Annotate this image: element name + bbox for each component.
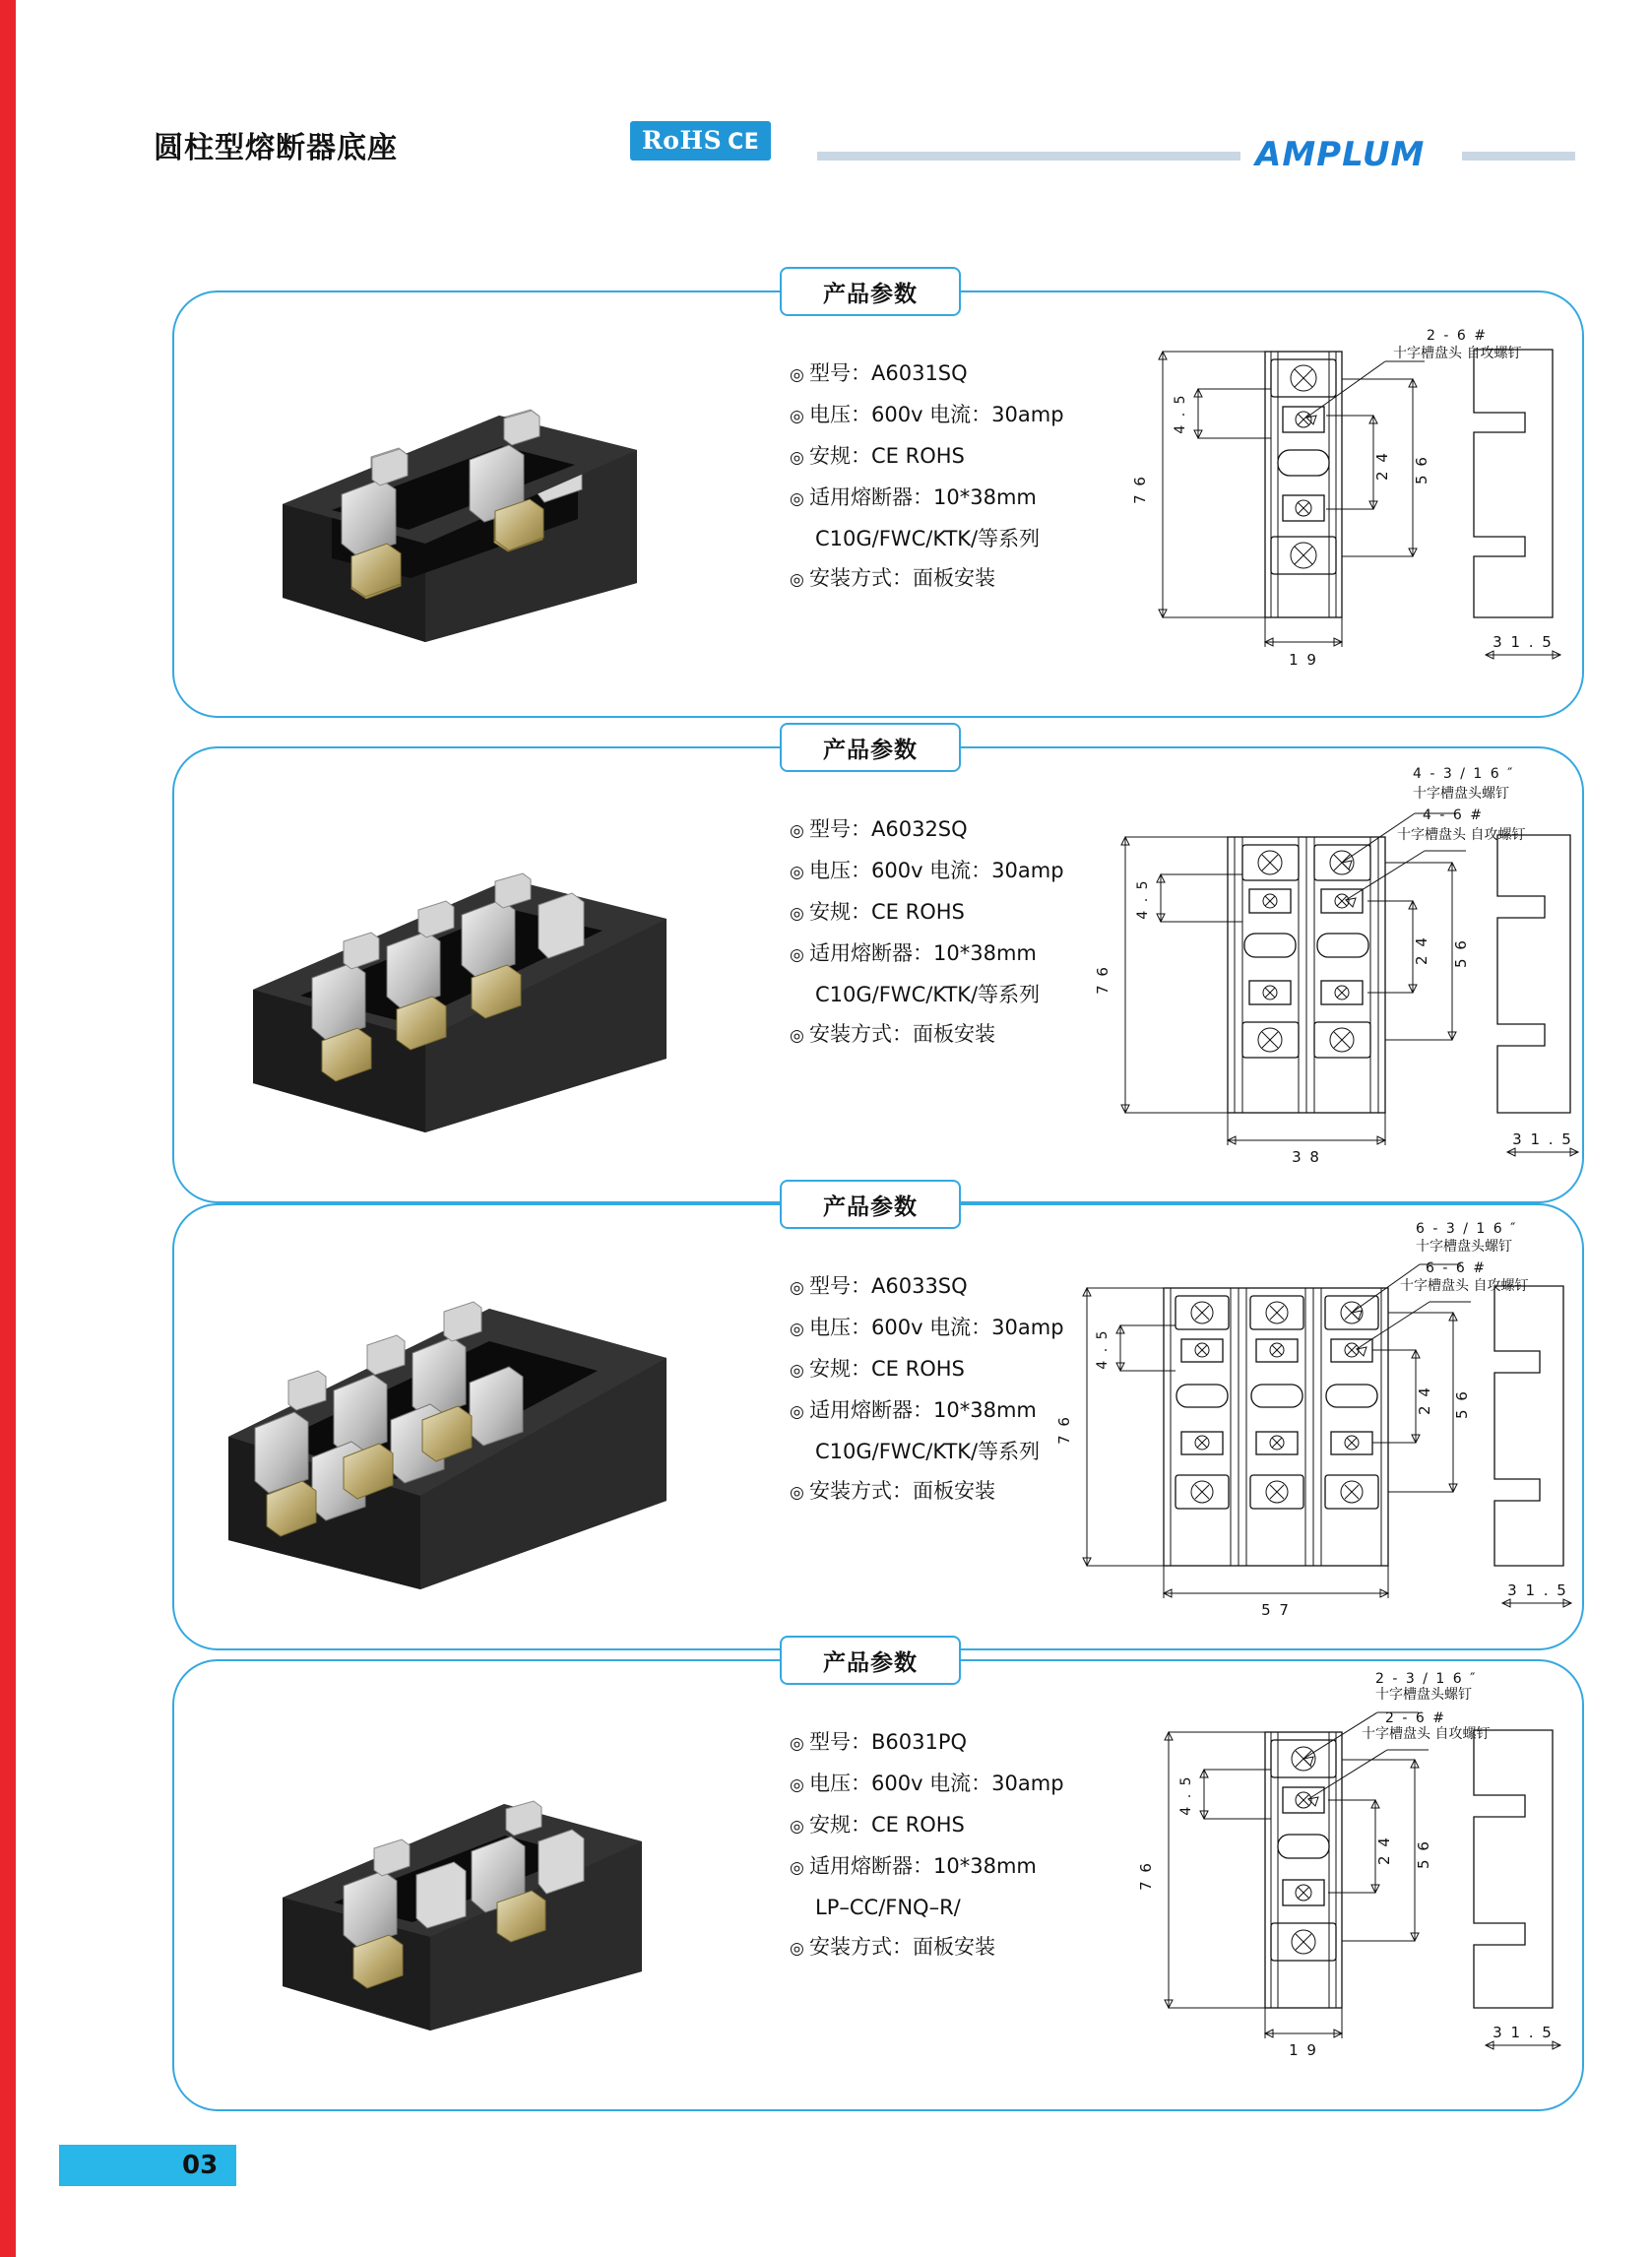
bullet-icon: ◎ (790, 1775, 804, 1795)
spec-text: C10G/FWC/KTK/等系列 (815, 983, 1041, 1006)
bullet-icon: ◎ (790, 489, 804, 509)
spec-standard (790, 1805, 1064, 1846)
spec-voltage (790, 1764, 1064, 1805)
spec-text: 电压：600v 电流：30amp (809, 859, 1064, 882)
note-b: 6 - 6 # (1426, 1260, 1487, 1276)
bullet-icon: ◎ (790, 1858, 804, 1878)
spec-voltage (790, 1308, 1064, 1349)
svg-text:3 1 . 5: 3 1 . 5 (1493, 633, 1554, 651)
spec-fuse (790, 478, 1064, 519)
bullet-icon: ◎ (790, 904, 804, 924)
bullet-icon: ◎ (790, 1402, 804, 1422)
spec-standard (790, 892, 1064, 934)
spec-series (790, 975, 1064, 1014)
brand-name: AMPLUM (1255, 135, 1426, 174)
spec-text: 型号：A6033SQ (809, 1274, 968, 1298)
spec-text: 适用熔断器：10*38mm (809, 941, 1037, 965)
svg-text:2 4: 2 4 (1413, 935, 1430, 965)
svg-text:2 4: 2 4 (1375, 1836, 1393, 1865)
note-top: 2 - 6 # (1427, 328, 1488, 344)
spec-text: 安规：CE ROHS (809, 1357, 965, 1381)
note-b2: 十字槽盘头 自攻螺钉 (1362, 1726, 1491, 1742)
bullet-icon: ◎ (790, 1817, 804, 1837)
spec-text: 电压：600v 电流：30amp (809, 403, 1064, 426)
card-label-a6033sq: 产品参数 (780, 1180, 961, 1229)
product-card-a6032sq (172, 737, 1584, 1203)
page-number: 03 (182, 2151, 219, 2180)
product-card-a6031sq (172, 281, 1584, 718)
spec-model (790, 809, 1064, 851)
svg-text:3 1 . 5: 3 1 . 5 (1512, 1130, 1573, 1148)
product-photo-b6031pq (223, 1735, 735, 2050)
brand-rule-right (1462, 152, 1575, 161)
rohs-label: RoHS (642, 126, 723, 155)
spec-text: 电压：600v 电流：30amp (809, 1316, 1064, 1339)
spec-mounting (790, 1014, 1064, 1056)
svg-text:4 . 5: 4 . 5 (1095, 1328, 1111, 1370)
dimension-drawing-a6031sq (1131, 312, 1572, 706)
svg-text:7 6: 7 6 (1055, 1415, 1073, 1445)
spec-list-a6033sq (790, 1266, 1064, 1513)
spec-text: 型号：A6032SQ (809, 817, 968, 841)
spec-list-b6031pq (790, 1722, 1064, 1968)
dimension-drawing-a6033sq (1055, 1217, 1568, 1650)
spec-model (790, 354, 1064, 395)
spec-list-a6032sq (790, 809, 1064, 1056)
left-red-bar (0, 0, 16, 2257)
brand-block (817, 135, 1575, 174)
spec-standard (790, 436, 1064, 478)
page-header (148, 113, 1575, 182)
spec-series (790, 1888, 1064, 1927)
rohs-badge (630, 121, 771, 161)
note-b: 4 - 6 # (1423, 807, 1484, 823)
spec-standard (790, 1349, 1064, 1390)
product-photo-a6031sq (223, 347, 735, 662)
product-card-b6031pq (172, 1649, 1584, 2111)
spec-text: 安装方式：面板安装 (809, 1022, 995, 1046)
bullet-icon: ◎ (790, 570, 804, 590)
spec-text: 安规：CE ROHS (809, 1813, 965, 1837)
svg-text:5 7: 5 7 (1261, 1601, 1291, 1619)
bullet-icon: ◎ (790, 448, 804, 468)
product-card-a6033sq (172, 1193, 1584, 1650)
spec-text: 安装方式：面板安装 (809, 1935, 995, 1959)
svg-text:1 9: 1 9 (1289, 2041, 1318, 2059)
bullet-icon: ◎ (790, 1026, 804, 1046)
card-label-b6031pq: 产品参数 (780, 1636, 961, 1685)
bullet-icon: ◎ (790, 1361, 804, 1381)
spec-text: 型号：B6031PQ (809, 1730, 968, 1754)
svg-text:4 . 5: 4 . 5 (1178, 1774, 1194, 1816)
bullet-icon: ◎ (790, 945, 804, 965)
note-b2: 十字槽盘头 自攻螺钉 (1400, 1278, 1529, 1294)
bullet-icon: ◎ (790, 821, 804, 841)
note-a2: 十字槽盘头螺钉 (1416, 1239, 1512, 1255)
spec-voltage (790, 851, 1064, 892)
bullet-icon: ◎ (790, 1278, 804, 1298)
svg-text:7 6: 7 6 (1131, 475, 1149, 504)
svg-text:2 4: 2 4 (1373, 451, 1391, 481)
spec-text: 安规：CE ROHS (809, 900, 965, 924)
brand-rule-left (817, 152, 1240, 161)
svg-text:5 6: 5 6 (1415, 1839, 1432, 1869)
bullet-icon: ◎ (790, 365, 804, 385)
svg-text:1 9: 1 9 (1289, 651, 1318, 669)
spec-series (790, 1432, 1064, 1471)
spec-text: 电压：600v 电流：30amp (809, 1772, 1064, 1795)
spec-text: LP–CC/FNQ–R/ (815, 1896, 961, 1919)
spec-model (790, 1722, 1064, 1764)
svg-text:7 6: 7 6 (1137, 1861, 1155, 1891)
spec-text: 安装方式：面板安装 (809, 566, 995, 590)
spec-text: C10G/FWC/KTK/等系列 (815, 1440, 1041, 1463)
svg-text:5 6: 5 6 (1453, 1389, 1471, 1419)
spec-text: 型号：A6031SQ (809, 361, 968, 385)
svg-text:5 6: 5 6 (1452, 938, 1470, 968)
note-a: 4 - 3 / 1 6 ″ (1413, 766, 1515, 782)
note-b2: 十字槽盘头 自攻螺钉 (1397, 827, 1526, 843)
card-label-a6032sq: 产品参数 (780, 723, 961, 772)
spec-series (790, 519, 1064, 558)
svg-text:2 4: 2 4 (1416, 1386, 1433, 1415)
note-a2: 十字槽盘头螺钉 (1375, 1687, 1472, 1703)
spec-fuse (790, 934, 1064, 975)
svg-text:3 1 . 5: 3 1 . 5 (1493, 2024, 1554, 2041)
svg-text:4 . 5: 4 . 5 (1173, 393, 1188, 434)
dimension-drawing-b6031pq (1139, 1671, 1572, 2095)
svg-text:3 8: 3 8 (1292, 1148, 1321, 1166)
spec-fuse (790, 1390, 1064, 1432)
note-a: 2 - 3 / 1 6 ″ (1375, 1671, 1478, 1687)
svg-text:5 6: 5 6 (1413, 455, 1430, 484)
ce-mark-icon: CE (728, 130, 760, 155)
spec-model (790, 1266, 1064, 1308)
bullet-icon: ◎ (790, 1320, 804, 1339)
spec-fuse (790, 1846, 1064, 1888)
note-a2: 十字槽盘头螺钉 (1413, 786, 1509, 802)
spec-mounting (790, 1927, 1064, 1968)
spec-voltage (790, 395, 1064, 436)
bullet-icon: ◎ (790, 1939, 804, 1959)
note-top2: 十字槽盘头 自攻螺钉 (1393, 346, 1522, 361)
svg-text:4 . 5: 4 . 5 (1135, 878, 1151, 920)
spec-mounting (790, 1471, 1064, 1513)
spec-text: 安规：CE ROHS (809, 444, 965, 468)
bullet-icon: ◎ (790, 1734, 804, 1754)
dimension-drawing-a6032sq (1094, 758, 1573, 1192)
note-b: 2 - 6 # (1385, 1710, 1446, 1726)
spec-text: C10G/FWC/KTK/等系列 (815, 527, 1041, 550)
card-label-a6031sq: 产品参数 (780, 267, 961, 316)
spec-text: 适用熔断器：10*38mm (809, 1854, 1037, 1878)
page-title: 圆柱型熔断器底座 (154, 131, 398, 165)
note-a: 6 - 3 / 1 6 ″ (1416, 1221, 1518, 1237)
svg-text:3 1 . 5: 3 1 . 5 (1507, 1581, 1568, 1599)
svg-text:7 6: 7 6 (1094, 965, 1112, 995)
spec-text: 适用熔断器：10*38mm (809, 485, 1037, 509)
product-photo-a6033sq (194, 1255, 765, 1599)
bullet-icon: ◎ (790, 863, 804, 882)
bullet-icon: ◎ (790, 407, 804, 426)
bullet-icon: ◎ (790, 1483, 804, 1503)
spec-mounting (790, 558, 1064, 600)
spec-list-a6031sq (790, 354, 1064, 600)
product-photo-a6032sq (214, 803, 765, 1147)
spec-text: 安装方式：面板安装 (809, 1479, 995, 1503)
spec-text: 适用熔断器：10*38mm (809, 1398, 1037, 1422)
